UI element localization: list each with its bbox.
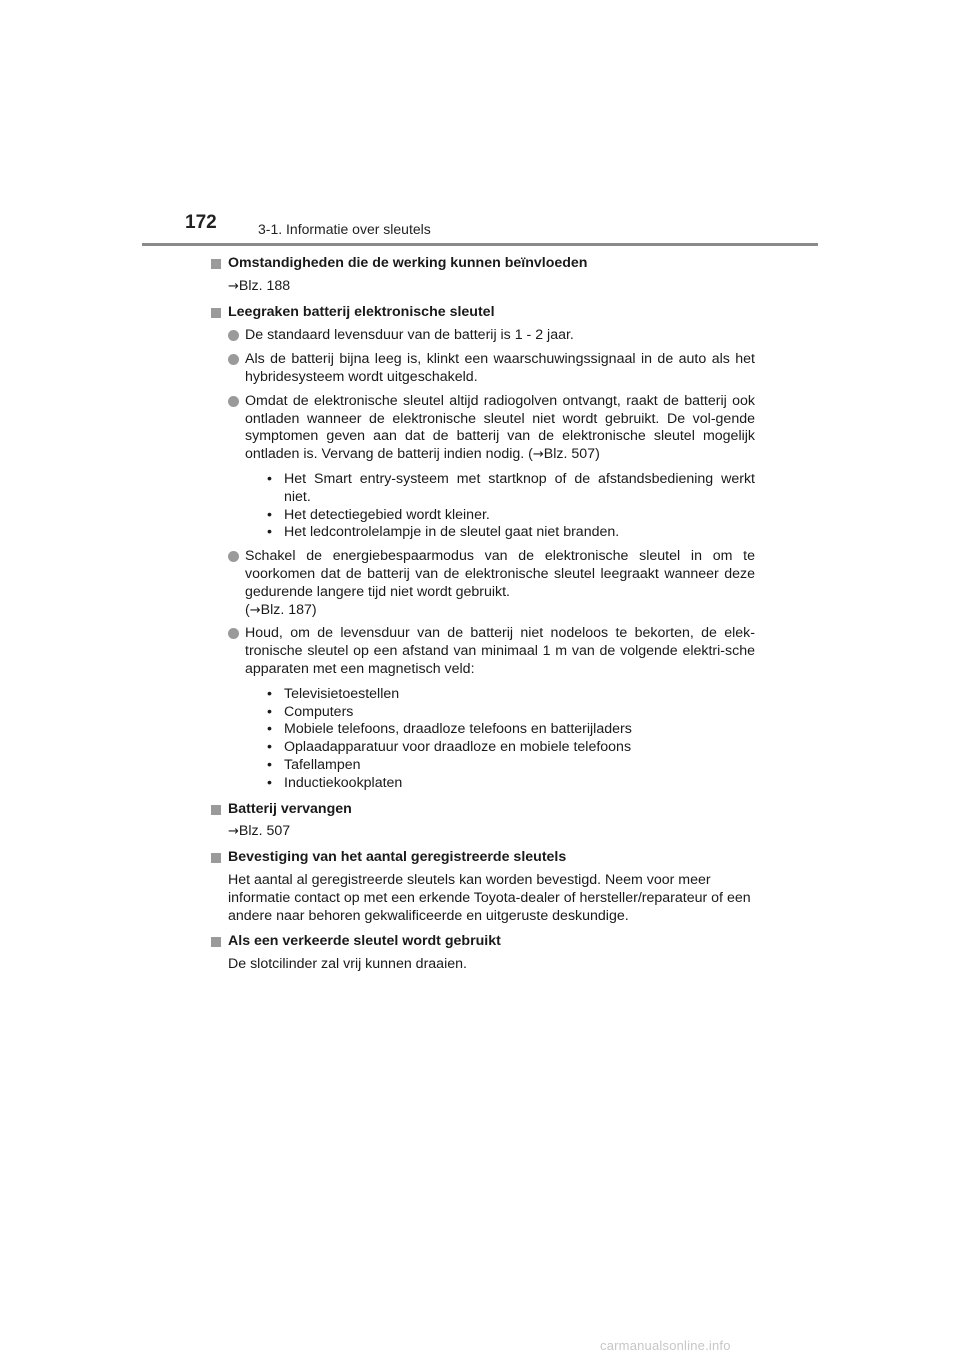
paren-close: ) <box>595 446 600 463</box>
device-list <box>262 686 755 793</box>
page-number: 172 <box>185 212 217 233</box>
sub-list-item <box>262 704 755 722</box>
dot-bullet-icon: • <box>267 756 272 773</box>
reference-text: Blz. 188 <box>238 277 291 294</box>
dot-bullet-icon: • <box>267 774 272 791</box>
sub-list-item <box>262 471 755 507</box>
list-item <box>228 393 755 542</box>
round-bullet-icon <box>228 551 239 562</box>
dot-bullet-icon: • <box>267 470 272 487</box>
sub-list-text: Het Smart entry-systeem met startknop of de afstandsbediening werkt <box>284 470 755 487</box>
section-title: Als een verkeerde sleutel wordt gebruikt <box>228 933 501 950</box>
list-item <box>228 548 755 619</box>
dot-bullet-icon: • <box>267 524 272 541</box>
sub-list-text: Mobiele telefoons, draadloze telefoons en batterijladers <box>284 721 632 738</box>
dot-bullet-icon: • <box>267 685 272 702</box>
arrow-right-icon: → <box>228 278 239 294</box>
page-header <box>0 0 960 250</box>
paren-open: ( <box>245 601 250 618</box>
page-reference[interactable] <box>228 823 755 841</box>
section-title: Omstandigheden die de werking kunnen beïnvloeden <box>228 255 588 271</box>
sub-list-text: niet. <box>284 488 311 505</box>
list-item <box>228 327 755 345</box>
page-reference[interactable] <box>228 278 755 296</box>
sub-list-text: Oplaadapparatuur voor draadloze en mobiele telefoons <box>284 739 632 756</box>
arrow-right-icon: → <box>532 447 544 463</box>
list-item-text: Houd, om de levensduur van de batterij niet nodeloos te bekorten, de elek-tronische sleutel op een afstand van minimaal 1 m van de volgende elektri-sche apparaten met een magnetisch veld: <box>245 625 755 677</box>
chapter-title: 3-1. Informatie over sleutels <box>258 221 431 237</box>
round-bullet-icon <box>228 628 239 639</box>
sub-list-item <box>262 775 755 793</box>
section-key-count <box>210 849 755 925</box>
list-item-text: Schakel de energiebespaarmodus van de elektronische sleutel in om te voorkomen dat de batterij van de elektronische sleutel leegraakt wanneer deze gedurende langere tijd niet wordt gebruikt. <box>245 548 755 600</box>
section-title: Batterij vervangen <box>228 800 352 817</box>
round-bullet-icon <box>228 330 239 341</box>
symptom-list <box>262 471 755 542</box>
section-wrong-key <box>210 933 755 974</box>
sub-list-item <box>262 524 755 542</box>
sub-list-text: Tafellampen <box>284 756 361 773</box>
list-item <box>228 625 755 792</box>
section-circumstances <box>210 255 755 296</box>
sub-list-text: Het detectiegebied wordt kleiner. <box>284 506 490 523</box>
sub-list-item <box>262 757 755 775</box>
arrow-right-icon: → <box>228 824 239 840</box>
paren-close: ) <box>311 601 317 618</box>
sub-list-item <box>262 507 755 525</box>
dot-bullet-icon: • <box>267 506 272 523</box>
section-battery-depletion <box>210 304 755 793</box>
section-title: Bevestiging van het aantal geregistreerde sleutels <box>228 849 567 866</box>
square-bullet-icon <box>211 308 221 318</box>
page-reference[interactable] <box>245 602 755 620</box>
sub-list-text: Computers <box>284 703 354 720</box>
round-bullet-icon <box>228 354 239 365</box>
header-rule <box>142 243 818 246</box>
square-bullet-icon <box>211 259 221 269</box>
section-text: De slotcilinder zal vrij kunnen draaien. <box>228 956 467 973</box>
square-bullet-icon <box>211 853 221 863</box>
square-bullet-icon <box>211 937 221 947</box>
section-battery-replace <box>210 801 755 842</box>
sub-list-text: Televisietoestellen <box>284 685 400 702</box>
round-bullet-icon <box>228 396 239 407</box>
dot-bullet-icon: • <box>267 739 272 756</box>
dot-bullet-icon: • <box>267 703 272 720</box>
list-item-text: De standaard levensduur van de batterij is 1 - 2 jaar. <box>245 327 574 344</box>
arrow-right-icon: → <box>249 602 261 618</box>
page-content <box>210 255 755 974</box>
sub-list-item <box>262 686 755 704</box>
section-title: Leegraken batterij elektronische sleutel <box>228 303 495 320</box>
sub-list-item <box>262 721 755 739</box>
sub-list-text: Inductiekookplaten <box>284 774 403 791</box>
reference-text: Blz. 507 <box>238 823 291 840</box>
list-item-text: Als de batterij bijna leeg is, klinkt een waarschuwingssignaal in de auto als het hybridesysteem wordt uitgeschakeld. <box>245 351 755 385</box>
list-item <box>228 351 755 387</box>
sub-list-text: Het ledcontrolelampje in de sleutel gaat niet branden. <box>284 524 620 541</box>
sub-list-item <box>262 739 755 757</box>
list-item-text: Omdat de elektronische sleutel altijd radiogolven ontvangt, raakt de batterij ook ontladen wanneer de elektronische sleutel niet wordt gebruikt. De vol-gende symptomen geven aan dat de batterij van de elektronische sleutel mogelijk ontladen is. Vervang de batterij indien nodig. ( <box>245 392 755 463</box>
dot-bullet-icon: • <box>267 721 272 738</box>
watermark-logo: carmanualsonline.info <box>600 1338 731 1353</box>
reference-text: Blz. 187 <box>260 601 312 618</box>
page-reference[interactable]: Blz. 507 <box>543 446 596 463</box>
square-bullet-icon <box>211 805 221 815</box>
section-text: Het aantal al geregistreerde sleutels kan worden bevestigd. Neem voor meer informatie contact op met een erkende Toyota-dealer of hersteller/reparateur of een andere naar behoren gekwalificeerde en uitgeruste deskundige. <box>228 871 751 924</box>
